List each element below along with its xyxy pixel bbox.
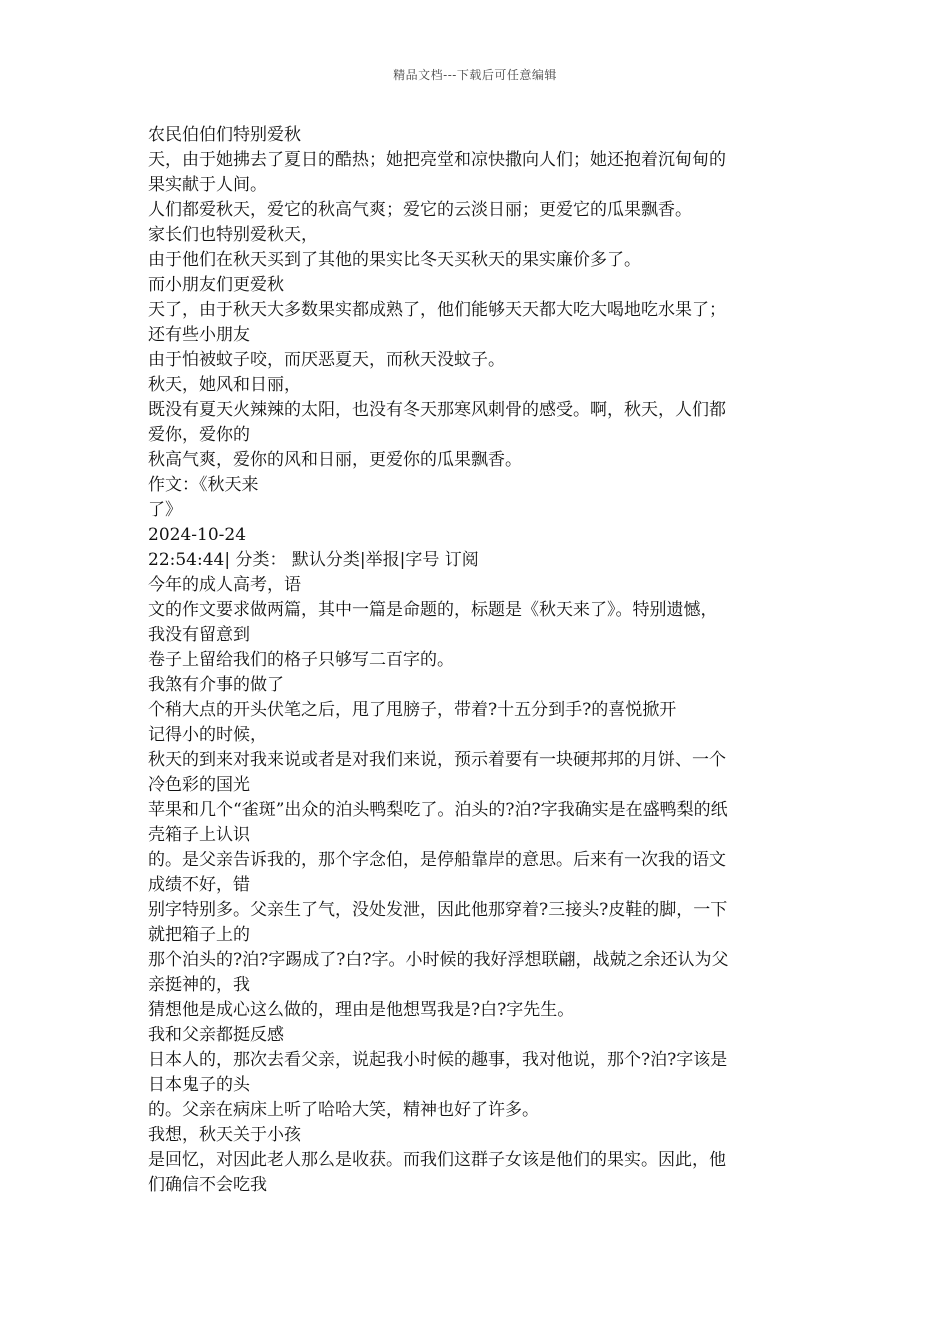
post-meta: 22:54:44| 分类： 默认分类|举报|字号 订阅 (148, 550, 479, 570)
document-body (148, 123, 808, 1198)
text-line: 爱你，爱你的 (148, 425, 250, 445)
text-line: 猜想他是成心这么做的，理由是他想骂我是?白?字先生。 (148, 1000, 575, 1020)
text-line: 是回忆，对因此老人那么是收获。而我们这群子女该是他们的果实。因此，他 (148, 1150, 726, 1170)
text-line: 个稍大点的开头伏笔之后，甩了甩膀子，带着?十五分到手?的喜悦掀开 (148, 700, 677, 720)
text-line: 人们都爱秋天，爱它的秋高气爽；爱它的云淡日丽；更爱它的瓜果飘香。 (148, 200, 692, 220)
text-line: 我没有留意到 (148, 625, 250, 645)
text-line: 农民伯伯们特别爱秋 (148, 125, 301, 145)
text-line: 日本鬼子的头 (148, 1075, 250, 1095)
text-line: 秋天，她风和日丽， (148, 375, 301, 395)
text-line: 成绩不好，错 (148, 875, 250, 895)
text-line: 天，由于她拂去了夏日的酷热；她把亮堂和凉快撒向人们；她还抱着沉甸甸的 (148, 150, 726, 170)
text-line: 日本人的，那次去看父亲，说起我小时候的趣事，我对他说，那个?泊?字该是 (148, 1050, 728, 1070)
text-line: 秋天的到来对我来说或者是对我们来说，预示着要有一块硬邦邦的月饼、一个 (148, 750, 726, 770)
text-line: 我想，秋天关于小孩 (148, 1125, 301, 1145)
text-line: 家长们也特别爱秋天， (148, 225, 318, 245)
text-line: 今年的成人高考，语 (148, 575, 301, 595)
text-line: 还有些小朋友 (148, 325, 250, 345)
text-line: 苹果和几个“雀斑”出众的泊头鸭梨吃了。泊头的?泊?字我确实是在盛鸭梨的纸 (148, 800, 728, 820)
text-line: 亲挺神的，我 (148, 975, 250, 995)
text-line: 既没有夏天火辣辣的太阳，也没有冬天那寒风刺骨的感受。啊，秋天，人们都 (148, 400, 726, 420)
text-line: 由于怕被蚊子咬，而厌恶夏天，而秋天没蚊子。 (148, 350, 505, 370)
text-line: 我煞有介事的做了 (148, 675, 284, 695)
text-line: 那个泊头的?泊?字踢成了?白?字。小时候的我好浮想联翩，战兢之余还认为父 (148, 950, 729, 970)
text-line: 就把箱子上的 (148, 925, 250, 945)
text-line: 卷子上留给我们的格子只够写二百字的。 (148, 650, 454, 670)
text-line: 记得小的时候， (148, 725, 267, 745)
text-line: 了》 (148, 500, 182, 520)
text-line: 壳箱子上认识 (148, 825, 250, 845)
text-line: 秋高气爽，爱你的风和日丽，更爱你的瓜果飘香。 (148, 450, 522, 470)
text-line: 的。是父亲告诉我的，那个字念伯，是停船靠岸的意思。后来有一次我的语文 (148, 850, 726, 870)
page-header: 精品文档---下载后可任意编辑 (393, 68, 557, 82)
text-line: 的。父亲在病床上听了哈哈大笑，精神也好了许多。 (148, 1100, 539, 1120)
text-line: 果实献于人间。 (148, 175, 267, 195)
text-line: 作文：《秋天来 (148, 475, 259, 495)
text-line: 天了，由于秋天大多数果实都成熟了，他们能够天天都大吃大喝地吃水果了； (148, 300, 726, 320)
post-date: 2024-10-24 (148, 525, 247, 545)
text-line: 我和父亲都挺反感 (148, 1025, 284, 1045)
text-line: 文的作文要求做两篇，其中一篇是命题的，标题是《秋天来了》。特别遗憾， (148, 600, 718, 620)
text-line: 们确信不会吃我 (148, 1175, 267, 1195)
text-line: 而小朋友们更爱秋 (148, 275, 284, 295)
text-line: 由于他们在秋天买到了其他的果实比冬天买秋天的果实廉价多了。 (148, 250, 641, 270)
text-line: 冷色彩的国光 (148, 775, 250, 795)
text-line: 别字特别多。父亲生了气，没处发泄，因此他那穿着?三接头?皮鞋的脚，一下 (148, 900, 728, 920)
